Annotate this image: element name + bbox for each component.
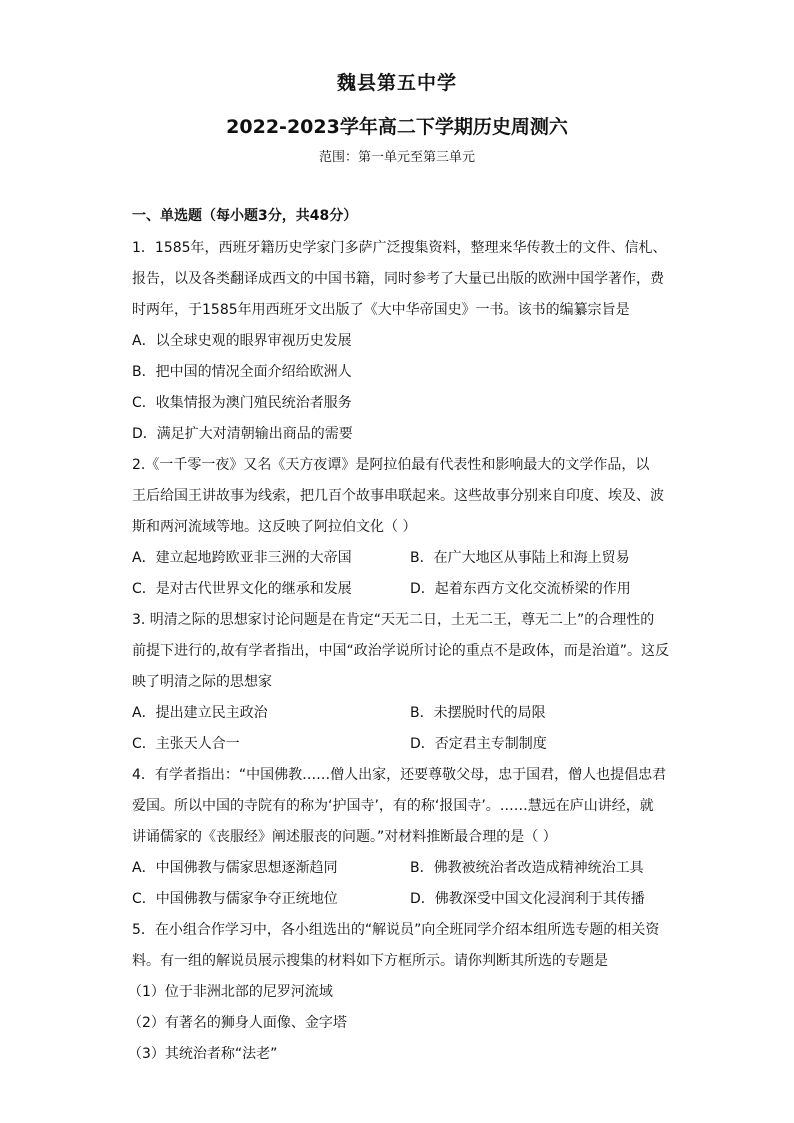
question-4: [132, 760, 672, 915]
exam-title: 2022-2023学年高二下学期历史周测六: [226, 116, 568, 138]
option-d: D．否定君主专制制度: [410, 736, 547, 752]
question-stem-line: 爱国。所以中国的寺院有的称为‘护国寺’，有的称‘报国寺’。……慧远在庐山讲经，就: [132, 798, 654, 814]
option-b: B．佛教被统治者改造成精神统治工具: [410, 860, 644, 876]
option-d: D．佛教深受中国文化浸润利于其传播: [410, 891, 645, 907]
option-b: B．未摆脱时代的局限: [410, 705, 546, 721]
question-stem-line: 4．有学者指出：“中国佛教……僧人出家，还要尊敬父母，忠于国君，僧人也提倡忠君: [132, 767, 667, 783]
option-row: [132, 698, 672, 729]
exam-content: [128, 206, 672, 1070]
question-stem-line: 料。有一组的解说员展示搜集的材料如下方框所示。请你判断其所选的专题是: [132, 953, 608, 969]
option-row: [132, 543, 672, 574]
option-d: D．起着东西方文化交流桥梁的作用: [410, 581, 631, 597]
question-stem-line: 斯和两河流域等地。这反映了阿拉伯文化（ ）: [132, 519, 417, 535]
option-a: A．提出建立民主政治: [132, 705, 268, 721]
question-stem-line: 时两年，于1585年用西班牙文出版了《大中华帝国史》一书。该书的编纂宗旨是: [132, 302, 630, 318]
section-heading: 一、单选题（每小题3分，共48分）: [132, 208, 358, 224]
material-item: （2）有著名的狮身人面像、金字塔: [128, 1015, 347, 1031]
question-3: [132, 605, 672, 760]
material-item: （1）位于非洲北部的尼罗河流域: [128, 984, 333, 1000]
option-d: D．满足扩大对清朝输出商品的需要: [132, 426, 353, 442]
question-1: [132, 233, 672, 450]
question-stem-line: 1．1585年，西班牙籍历史学家门多萨广泛搜集资料，整理来华传教士的文件、信札、: [132, 240, 667, 256]
question-2: [132, 450, 672, 605]
question-stem-line: 前提下进行的,故有学者指出，中国“政治学说所讨论的重点不是政体，而是治道”。这反: [132, 643, 669, 659]
option-a: A．以全球史观的眼界审视历史发展: [132, 333, 352, 349]
school-name: 魏县第五中学: [336, 72, 457, 94]
question-stem-line: 讲诵儒家的《丧服经》阐述服丧的问题。”对材料推断最合理的是（ ）: [132, 829, 557, 845]
material-item: （3）其统治者称“法老”: [128, 1046, 278, 1062]
question-5: [128, 915, 672, 1070]
option-row: [132, 574, 672, 605]
option-b: B．在广大地区从事陆上和海上贸易: [410, 550, 630, 566]
question-stem-line: 5．在小组合作学习中，各小组选出的“解说员”向全班同学介绍本组所选专题的相关资: [132, 922, 660, 938]
option-c: C．是对古代世界文化的继承和发展: [132, 581, 352, 597]
option-row: [132, 729, 672, 760]
option-c: C．收集情报为澳门殖民统治者服务: [132, 395, 352, 411]
option-row: [132, 853, 672, 884]
option-a: A．建立起地跨欧亚非三洲的大帝国: [132, 550, 352, 566]
option-a: A．中国佛教与儒家思想逐渐趋同: [132, 860, 338, 876]
option-c: C．主张天人合一: [132, 736, 240, 752]
question-stem-line: 王后给国王讲故事为线索，把几百个故事串联起来。这些故事分别来自印度、埃及、波: [132, 488, 664, 504]
option-c: C．中国佛教与儒家争夺正统地位: [132, 891, 338, 907]
question-stem-line: 映了明清之际的思想家: [132, 674, 272, 690]
question-stem-line: 3. 明清之际的思想家讨论问题是在肯定“天无二日，土无二王，尊无二上”的合理性的: [132, 612, 655, 628]
option-row: [132, 884, 672, 915]
question-stem-line: 报告，以及各类翻译成西文的中国书籍，同时参考了大量已出版的欧洲中国学著作，费: [132, 271, 664, 287]
option-b: B．把中国的情况全面介绍给欧洲人: [132, 364, 352, 380]
question-stem-line: 2.《一千零一夜》又名《天方夜谭》是阿拉伯最有代表性和影响最大的文学作品，以: [132, 457, 650, 473]
exam-scope: 范围：第一单元至第三单元: [318, 150, 475, 165]
